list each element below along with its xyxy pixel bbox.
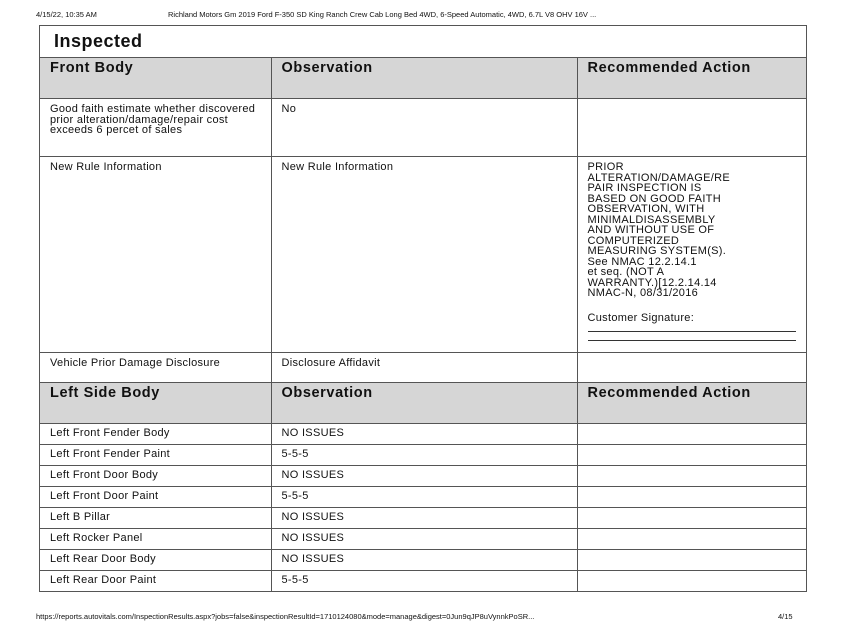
item-cell: Left Rocker Panel [40,529,271,550]
section-header-left-side-body [40,383,806,424]
item-cell: Left Front Door Paint [40,487,271,508]
observation-cell: 5-5-5 [271,445,577,466]
inspection-table [40,58,806,592]
observation-cell: NO ISSUES [271,550,577,571]
item-cell: Left Front Door Body [40,466,271,487]
disclaimer-text: PRIOR ALTERATION/DAMAGE/RE PAIR INSPECTION IS BASED ON GOOD FAITH OBSERVATION, WITH MINIMALDISASSEMBLY AND WITHOUT USE OF COMPUTERIZED MEASURING SYSTEM(S). See NMAC 12.2.14.1 et seq. (NOT A WARRANTY.)[12.2.14.14 NMAC-N, 08/31/2016 [587,161,731,299]
print-footer [36,612,811,621]
table-row [40,529,806,550]
action-cell [577,487,806,508]
observation-cell: 5-5-5 [271,487,577,508]
item-cell: Left Front Fender Paint [40,445,271,466]
table-row [40,424,806,445]
inspection-report [39,25,807,592]
action-cell [577,508,806,529]
observation-cell: New Rule Information [271,157,577,353]
section-title: Left Side Body [40,383,271,424]
table-row [40,99,806,157]
observation-cell: NO ISSUES [271,424,577,445]
print-header [36,10,816,19]
observation-cell: 5-5-5 [271,571,577,592]
customer-signature-label: Customer Signature: [587,311,695,324]
item-cell: New Rule Information [40,157,271,353]
action-cell [577,424,806,445]
print-datetime: 4/15/22, 10:35 AM [36,10,97,19]
item-cell: Left Front Fender Body [40,424,271,445]
signature-line [588,323,797,332]
recommended-action-header: Recommended Action [577,58,806,99]
observation-header: Observation [271,383,577,424]
item-cell: Left Rear Door Body [40,550,271,571]
observation-cell: No [271,99,577,157]
action-cell [577,466,806,487]
section-title: Front Body [40,58,271,99]
page-number: 4/15 [778,612,793,621]
table-row [40,571,806,592]
observation-cell: NO ISSUES [271,466,577,487]
table-row [40,157,806,353]
table-row [40,353,806,383]
item-cell: Left B Pillar [40,508,271,529]
observation-cell: Disclosure Affidavit [271,353,577,383]
observation-cell: NO ISSUES [271,508,577,529]
item-cell: Good faith estimate whether discovered prior alteration/damage/repair cost exceeds 6 percet of sales [40,99,271,157]
report-title: Inspected [40,26,806,58]
table-row [40,550,806,571]
action-cell [577,445,806,466]
observation-header: Observation [271,58,577,99]
action-cell [577,99,806,157]
table-row [40,508,806,529]
action-cell [577,157,806,353]
print-document-title: Richland Motors Gm 2019 Ford F-350 SD King Ranch Crew Cab Long Bed 4WD, 6-Speed Automatic, 4WD, 6.7L V8 OHV 16V ... [168,10,597,19]
action-cell [577,550,806,571]
item-cell: Left Rear Door Paint [40,571,271,592]
item-cell: Vehicle Prior Damage Disclosure [40,353,271,383]
report-url: https://reports.autovitals.com/InspectionResults.aspx?jobs=false&inspectionResultId=1710124080&mode=manage&digest=0Jun9qJP8uVynnkPoSR... [36,612,535,621]
action-cell [577,529,806,550]
action-cell [577,353,806,383]
recommended-action-header: Recommended Action [577,383,806,424]
observation-cell: NO ISSUES [271,529,577,550]
table-row [40,445,806,466]
action-cell [577,571,806,592]
table-row [40,487,806,508]
section-header-front-body [40,58,806,99]
signature-line [588,332,797,341]
table-row [40,466,806,487]
